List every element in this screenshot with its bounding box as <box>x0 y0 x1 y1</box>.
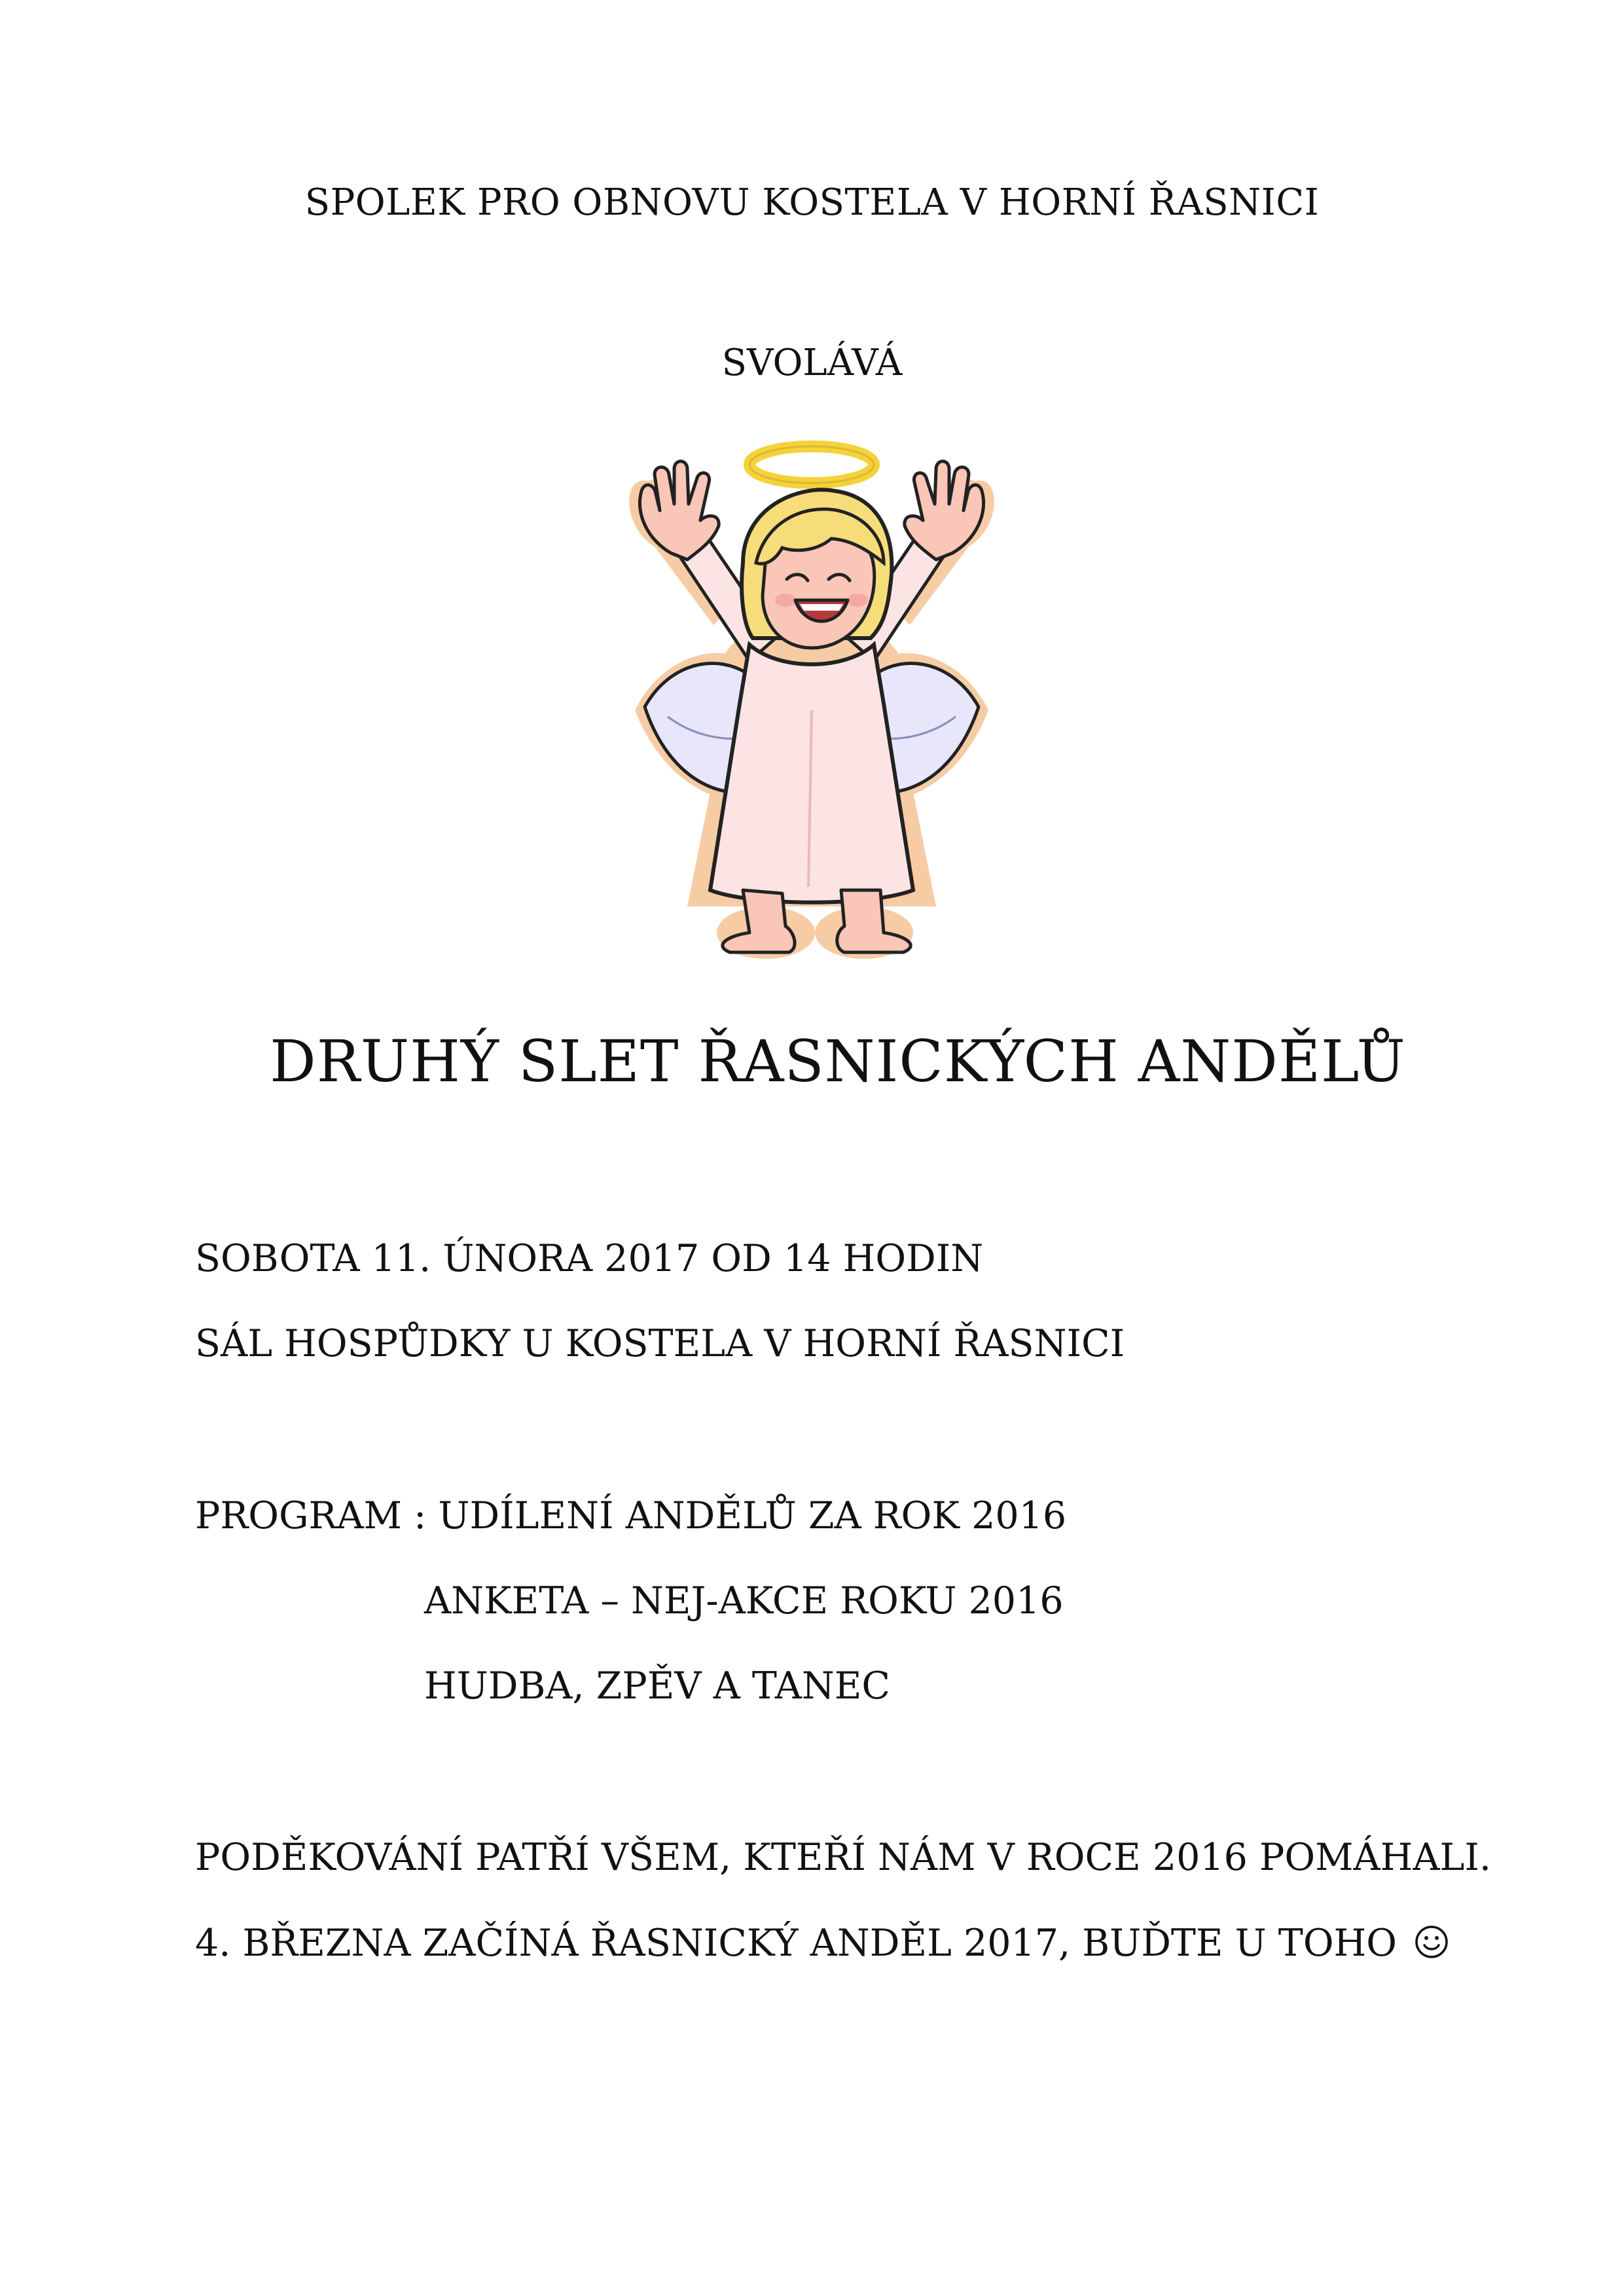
organization-heading: SPOLEK PRO OBNOVU KOSTELA V HORNÍ ŘASNICI <box>304 181 1320 224</box>
event-title: DRUHÝ SLET ŘASNICKÝCH ANDĚLŮ <box>270 1028 1406 1095</box>
smiley-icon <box>1414 1924 1449 1960</box>
event-venue: SÁL HOSPŮDKY U KOSTELA V HORNÍ ŘASNICI <box>195 1322 1125 1365</box>
program-label: PROGRAM : UDÍLENÍ ANDĚLŮ ZA ROK 2016 <box>195 1494 1067 1537</box>
right-hand <box>905 461 984 560</box>
event-date: SOBOTA 11. ÚNORA 2017 OD 14 HODIN <box>195 1237 984 1280</box>
program-item: HUDBA, ZPĚV A TANEC <box>424 1664 891 1708</box>
announcement-text: 4. BŘEZNA ZAČÍNÁ ŘASNICKÝ ANDĚL 2017, BUĎTE U TOHO <box>195 1922 1397 1965</box>
angel-illustration <box>609 429 1015 975</box>
convenes-heading: SVOLÁVÁ <box>721 342 903 384</box>
left-hand <box>640 461 719 560</box>
thanks-text: PODĚKOVÁNÍ PATŘÍ VŠEM, KTEŘÍ NÁM V ROCE 2016 POMÁHALI. <box>195 1836 1491 1879</box>
announcement-line <box>195 1922 1449 1965</box>
program-item: ANKETA – NEJ-AKCE ROKU 2016 <box>424 1579 1064 1623</box>
